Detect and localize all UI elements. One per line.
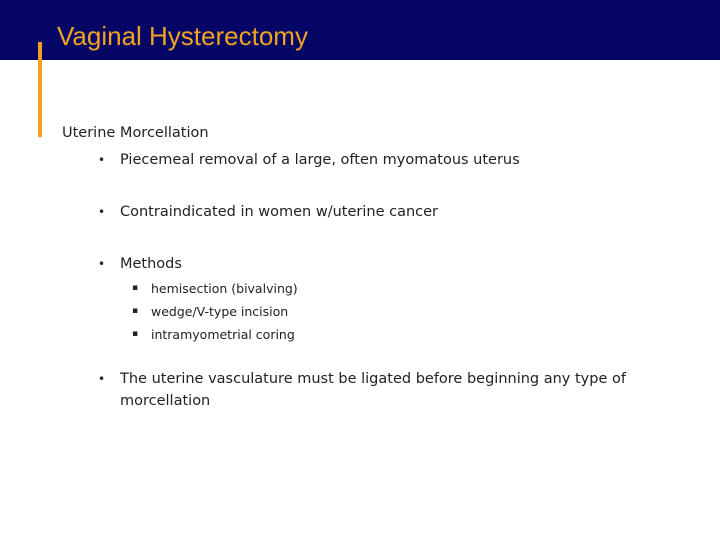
square-bullet-icon: ▪ <box>132 283 139 293</box>
bullet-icon: • <box>98 205 106 219</box>
bullet-item <box>62 149 682 171</box>
bullet-icon: • <box>98 372 106 386</box>
bullet-text: Piecemeal removal of a large, often myomatous uterus <box>120 152 520 168</box>
bullet-item <box>62 368 682 412</box>
bullet-item <box>62 253 682 275</box>
square-bullet-icon: ▪ <box>132 329 139 339</box>
bullet-icon: • <box>98 153 106 167</box>
slide-content <box>62 123 682 412</box>
accent-line <box>38 42 42 137</box>
sub-bullet-text: hemisection (bivalving) <box>151 281 298 296</box>
bullet-item <box>62 201 682 223</box>
sub-bullet-list <box>62 277 682 346</box>
bullet-text: Contraindicated in women w/uterine cancer <box>120 204 439 220</box>
sub-bullet-item <box>62 323 682 346</box>
sub-bullet-item <box>62 300 682 323</box>
section-heading: Uterine Morcellation <box>62 125 209 141</box>
slide-title: Vaginal Hysterectomy <box>57 21 308 51</box>
sub-bullet-item <box>62 277 682 300</box>
sub-bullet-text: intramyometrial coring <box>151 327 295 342</box>
square-bullet-icon: ▪ <box>132 306 139 316</box>
bullet-icon: • <box>98 257 106 271</box>
sub-bullet-text: wedge/V-type incision <box>151 304 289 319</box>
bullet-text: The uterine vasculature must be ligated before beginning any type of morcellation <box>120 371 626 409</box>
bullet-text: Methods <box>120 256 182 272</box>
